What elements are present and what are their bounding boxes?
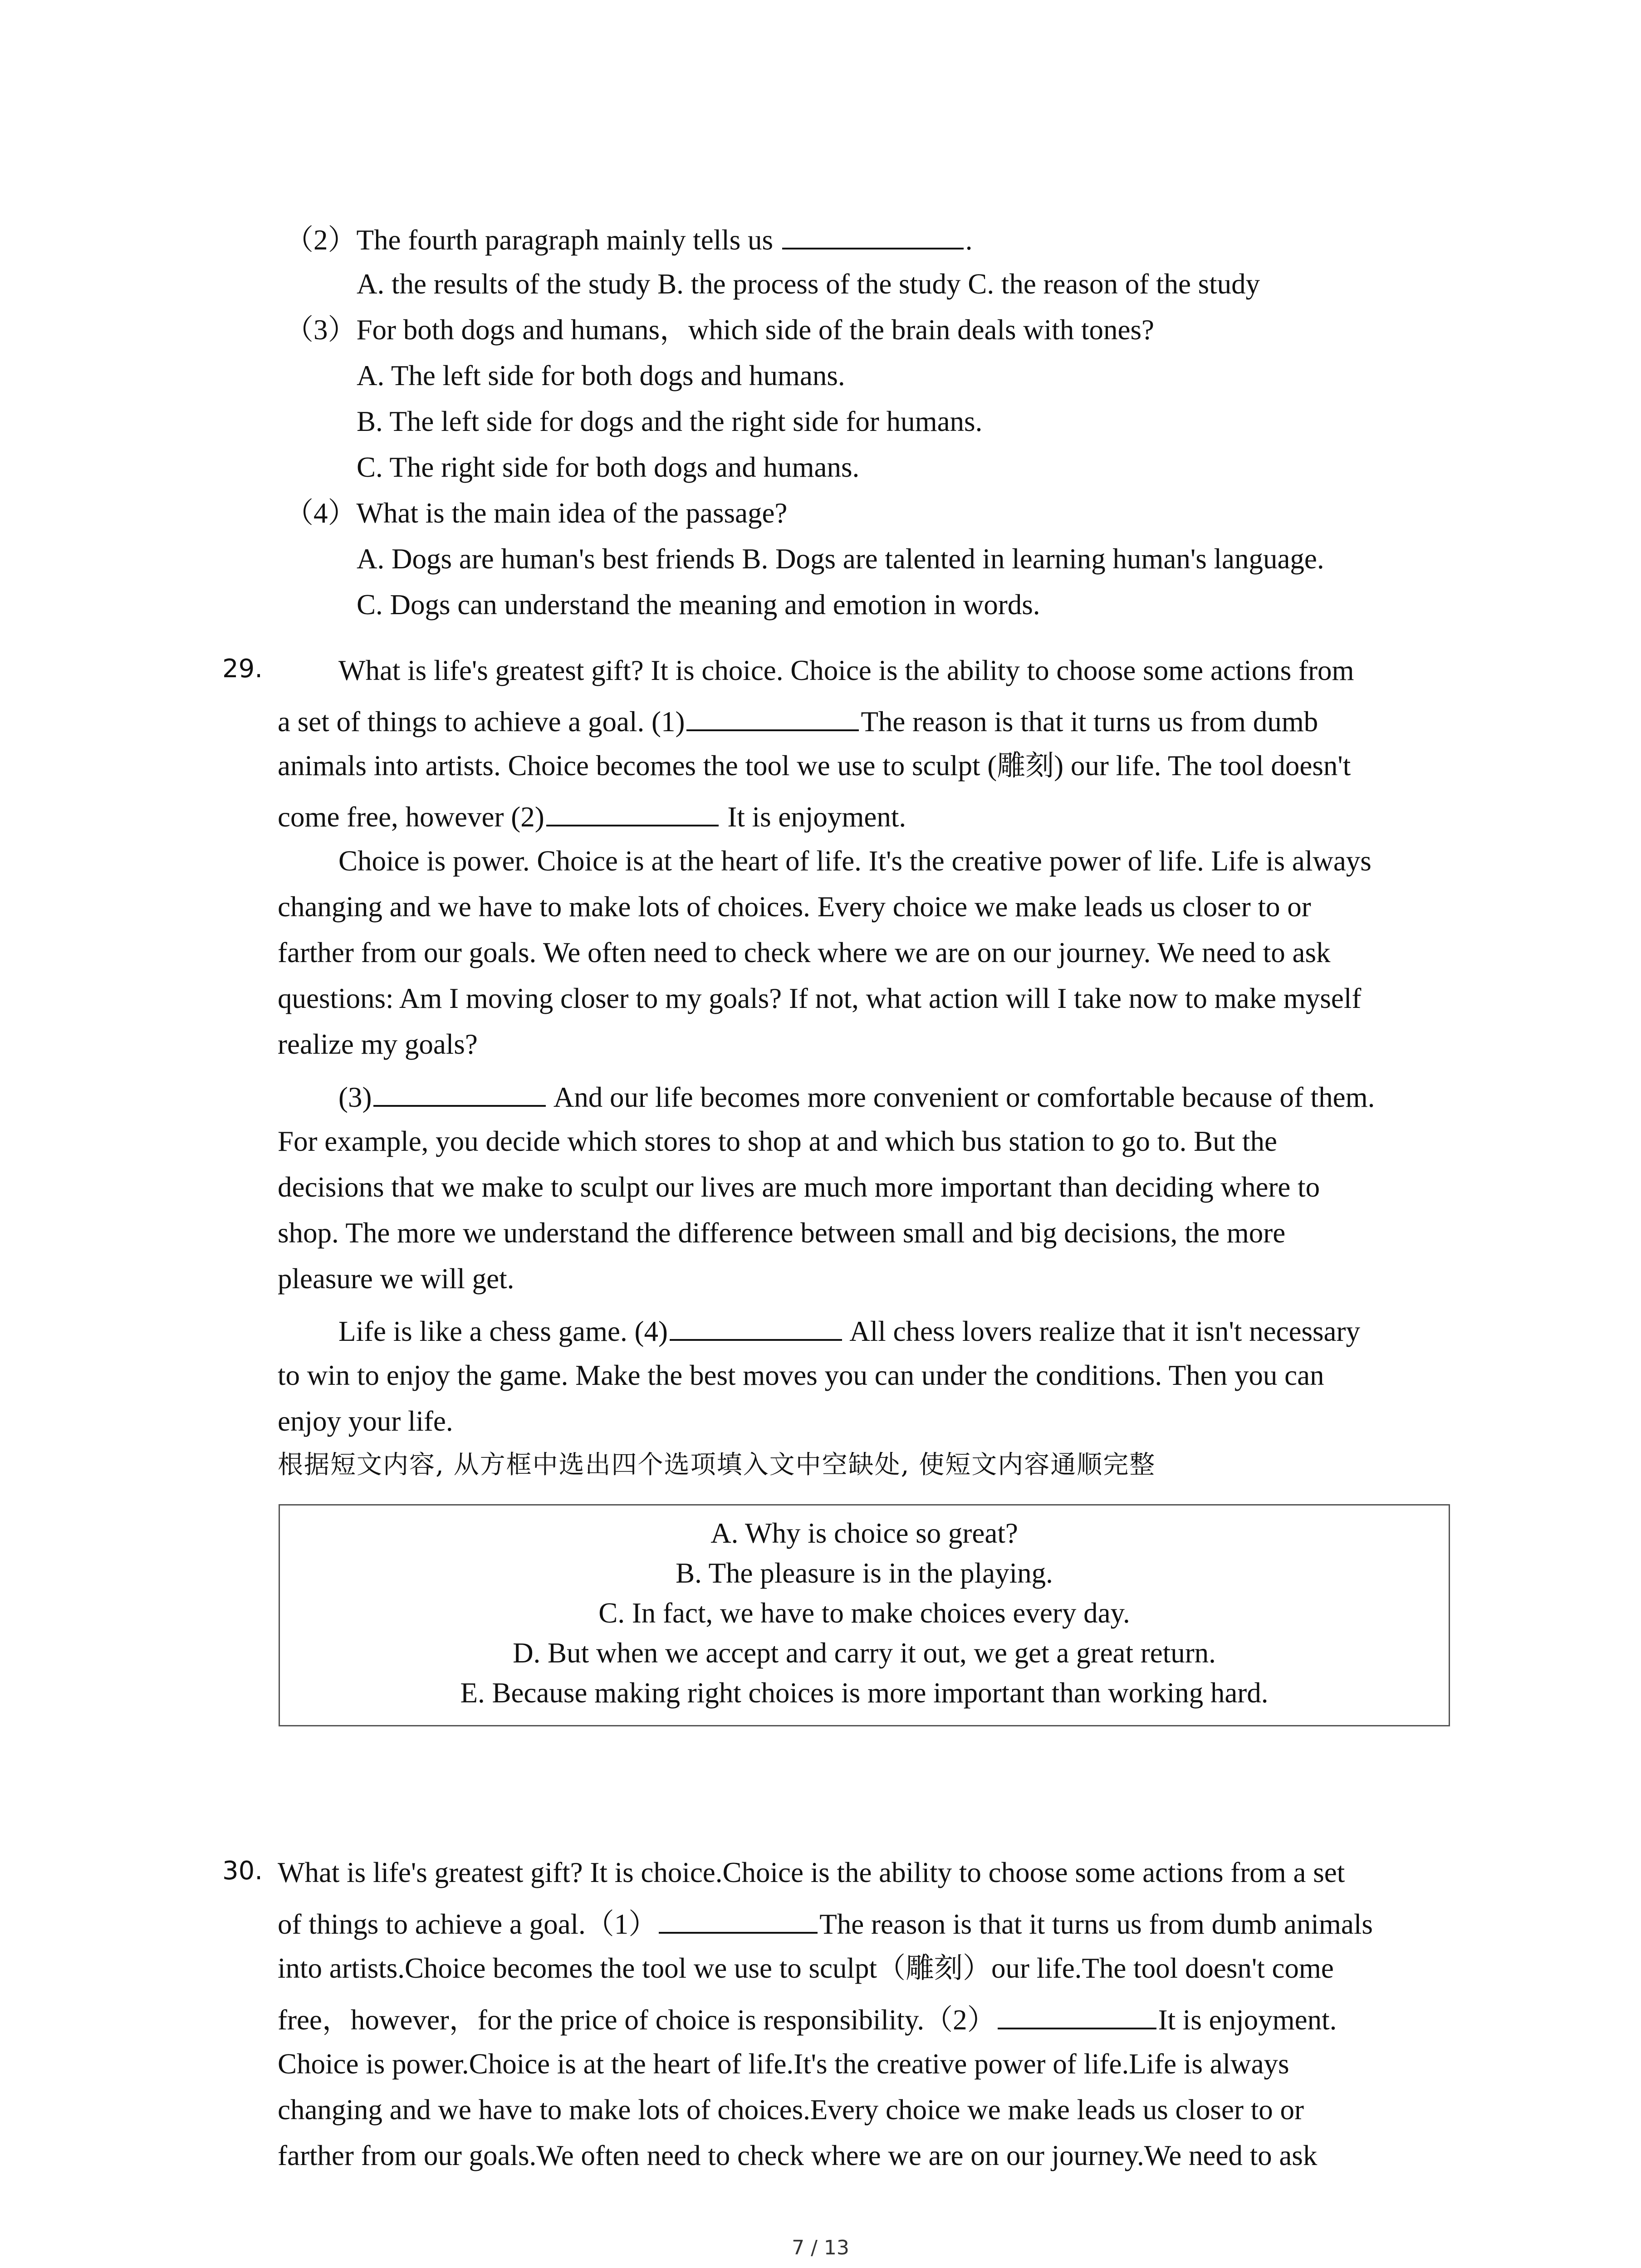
answer-blank-1 bbox=[686, 706, 859, 731]
answer-blank-3 bbox=[373, 1081, 546, 1107]
q29-p3-line1-a: (3) bbox=[338, 1081, 372, 1113]
q30-line1: What is life's greatest gift? It is choice.Choice is the ability to choose some actions from a set bbox=[278, 1857, 1345, 1888]
q29-p2-line1: Choice is power. Choice is at the heart of life. It's the creative power of life. Life is always bbox=[338, 845, 1372, 877]
q29-number: 29. bbox=[222, 654, 263, 684]
q29-p3-line2: For example, you decide which stores to shop at and which bus station to go to. But the bbox=[278, 1125, 1277, 1157]
q29-p4-line1 bbox=[338, 1315, 1360, 1346]
q29-p4-line1-a: Life is like a chess game. (4) bbox=[338, 1315, 668, 1347]
q30-line7: farther from our goals.We often need to check where we are on our journey.We need to ask bbox=[278, 2140, 1318, 2171]
answer-blank-4 bbox=[670, 1315, 842, 1341]
q28-4-line bbox=[285, 499, 787, 528]
q30-line5: Choice is power.Choice is at the heart of life.It's the creative power of life.Life is always bbox=[278, 2048, 1289, 2080]
answer-blank-1 bbox=[659, 1908, 818, 1934]
q29-p2-line4: questions: Am I moving closer to my goals? If not, what action will I take now to make myself bbox=[278, 982, 1362, 1014]
option-a: A. Why is choice so great? bbox=[710, 1517, 1018, 1549]
q29-p1-line4-b: It is enjoyment. bbox=[720, 801, 906, 833]
q29-p4-line2: to win to enjoy the game. Make the best moves you can under the conditions. Then you can bbox=[278, 1359, 1324, 1391]
q30-line2-b: The reason is that it turns us from dumb animals bbox=[819, 1908, 1373, 1940]
q29-instruction: 根据短文内容, 从方框中选出四个选项填入文中空缺处, 使短文内容通顺完整 bbox=[278, 1450, 1156, 1480]
q30-number: 30. bbox=[222, 1856, 263, 1886]
q29-p2-line3: farther from our goals. We often need to check where we are on our journey. We need to ask bbox=[278, 937, 1331, 968]
q29-p1-line2-b: The reason is that it turns us from dumb bbox=[861, 706, 1318, 738]
q28-3-option-b: B. The left side for dogs and the right side for humans. bbox=[357, 406, 983, 437]
q29-p3-line1-b: And our life becomes more convenient or comfortable because of them. bbox=[548, 1081, 1375, 1113]
q29-p1-line2 bbox=[278, 706, 1318, 736]
q29-p4-line1-b: All chess lovers realize that it isn't necessary bbox=[843, 1315, 1360, 1347]
q29-p4-line3: enjoy your life. bbox=[278, 1405, 453, 1437]
q28-4-option-c: C. Dogs can understand the meaning and emotion in words. bbox=[357, 589, 1040, 621]
q30-line2 bbox=[278, 1908, 1373, 1939]
q28-2-line bbox=[285, 224, 972, 254]
answer-blank-2 bbox=[998, 2004, 1156, 2029]
q29-p2-line5: realize my goals? bbox=[278, 1028, 478, 1060]
q28-2-period: . bbox=[965, 224, 973, 256]
q28-3-line bbox=[285, 316, 1154, 344]
q30-line2-a: of things to achieve a goal.（1） bbox=[278, 1908, 657, 1940]
q28-2-number: （2） bbox=[285, 224, 357, 256]
q28-3-option-c: C. The right side for both dogs and humans. bbox=[357, 451, 860, 483]
option-e: E. Because making right choices is more important than working hard. bbox=[460, 1677, 1269, 1709]
q30-line4 bbox=[278, 2004, 1337, 2034]
option-d: D. But when we accept and carry it out, we get a great return. bbox=[513, 1637, 1216, 1669]
q30-line3: into artists.Choice becomes the tool we use to sculpt（雕刻）our life.The tool doesn't come bbox=[278, 1952, 1334, 1984]
q30-line6: changing and we have to make lots of choices.Every choice we make leads us closer to or bbox=[278, 2094, 1304, 2126]
q28-3-text: For both dogs and humans，which side of the brain deals with tones? bbox=[356, 314, 1154, 346]
option-c: C. In fact, we have to make choices every day. bbox=[598, 1597, 1130, 1629]
q29-p3-line1 bbox=[338, 1081, 1375, 1112]
q28-4-text: What is the main idea of the passage? bbox=[356, 497, 788, 529]
q29-p2-line2: changing and we have to make lots of choices. Every choice we make leads us closer to or bbox=[278, 891, 1311, 923]
q28-4-number: （4） bbox=[285, 497, 357, 529]
q29-p1-line3: animals into artists. Choice becomes the tool we use to sculpt (雕刻) our life. The tool doesn't bbox=[278, 750, 1351, 782]
q28-4-options-ab: A. Dogs are human's best friends B. Dogs are talented in learning human's language. bbox=[357, 543, 1324, 575]
q29-p1-line4-a: come free, however (2) bbox=[278, 801, 544, 833]
q30-line4-a: free，however，for the price of choice is responsibility.（2） bbox=[278, 2004, 996, 2036]
q29-p3-line5: pleasure we will get. bbox=[278, 1263, 514, 1295]
q28-3-number: （3） bbox=[285, 314, 357, 346]
q30-line4-b: It is enjoyment. bbox=[1158, 2004, 1337, 2036]
options-box bbox=[279, 1504, 1450, 1726]
answer-blank-2 bbox=[546, 801, 719, 826]
answer-blank bbox=[782, 224, 964, 249]
q29-p3-line3: decisions that we make to sculpt our lives are much more important than deciding where to bbox=[278, 1171, 1320, 1203]
option-b: B. The pleasure is in the playing. bbox=[676, 1557, 1053, 1589]
q29-p1-line4 bbox=[278, 801, 906, 831]
q28-3-option-a: A. The left side for both dogs and humans. bbox=[357, 360, 845, 391]
q29-p1-line1: What is life's greatest gift? It is choice. Choice is the ability to choose some actions from bbox=[338, 655, 1354, 686]
q28-2-options: A. the results of the study B. the process of the study C. the reason of the study bbox=[357, 268, 1260, 300]
q29-p1-line2-a: a set of things to achieve a goal. (1) bbox=[278, 706, 685, 738]
q29-p3-line4: shop. The more we understand the difference between small and big decisions, the more bbox=[278, 1217, 1286, 1249]
q28-2-text: The fourth paragraph mainly tells us bbox=[356, 224, 773, 256]
page-number: 7 / 13 bbox=[792, 2236, 849, 2259]
